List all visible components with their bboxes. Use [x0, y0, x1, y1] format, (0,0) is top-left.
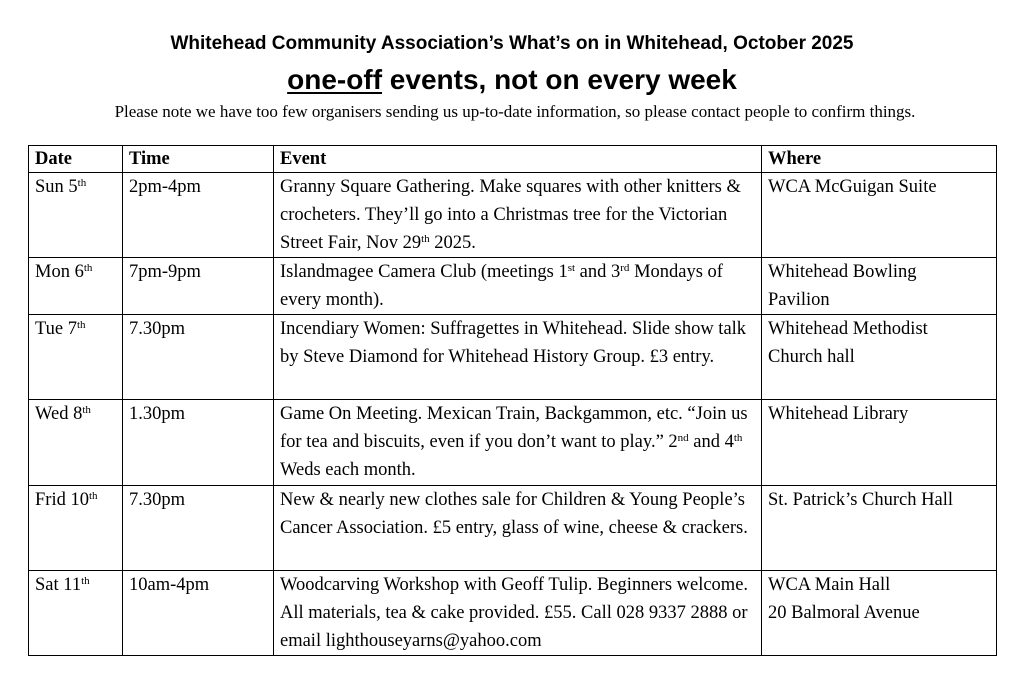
- event-cell: Granny Square Gathering. Make squares with other knitters & crocheters. They’ll go into a Christmas tree for the Victorian Street Fair, Nov 29th 2025.: [274, 173, 762, 258]
- where-cell: WCA Main Hall 20 Balmoral Avenue: [762, 571, 997, 656]
- where-cell: St. Patrick’s Church Hall: [762, 486, 997, 571]
- time-cell: 7pm-9pm: [123, 258, 274, 315]
- time-cell: 2pm-4pm: [123, 173, 274, 258]
- subtitle-emphasis: one-off: [287, 64, 383, 95]
- event-cell: Woodcarving Workshop with Geoff Tulip. Beginners welcome. All materials, tea & cake provided. £55. Call 028 9337 2888 or email lighthouseyarns@yahoo.com: [274, 571, 762, 656]
- column-header-event: Event: [274, 146, 762, 173]
- subtitle-rest: events, not on every week: [382, 64, 737, 95]
- table-row: [29, 315, 997, 400]
- date-cell: Sun 5th: [29, 173, 123, 258]
- event-cell: Game On Meeting. Mexican Train, Backgammon, etc. “Join us for tea and biscuits, even if you don’t want to play.” 2nd and 4th Weds each month.: [274, 400, 762, 486]
- table-row: [29, 258, 997, 315]
- date-cell: Sat 11th: [29, 571, 123, 656]
- column-header-date: Date: [29, 146, 123, 173]
- events-table: [28, 145, 997, 656]
- table-row: [29, 400, 997, 486]
- time-cell: 1.30pm: [123, 400, 274, 486]
- time-cell: 7.30pm: [123, 486, 274, 571]
- disclaimer-note: Please note we have too few organisers sending us up-to-date information, so please contact people to confirm things.: [114, 102, 916, 121]
- where-cell: Whitehead Methodist Church hall: [762, 315, 997, 400]
- date-cell: Mon 6th: [29, 258, 123, 315]
- page-title: Whitehead Community Association’s What’s on in Whitehead, October 2025: [170, 33, 854, 54]
- event-cell: New & nearly new clothes sale for Children & Young People’s Cancer Association. £5 entry, glass of wine, cheese & crackers.: [274, 486, 762, 571]
- time-cell: 10am-4pm: [123, 571, 274, 656]
- event-cell: Islandmagee Camera Club (meetings 1st and 3rd Mondays of every month).: [274, 258, 762, 315]
- date-cell: Wed 8th: [29, 400, 123, 486]
- table-header-row: [29, 146, 997, 173]
- table-row: [29, 571, 997, 656]
- page-subtitle: [0, 63, 1024, 97]
- column-header-where: Where: [762, 146, 997, 173]
- where-cell: Whitehead Library: [762, 400, 997, 486]
- event-cell: Incendiary Women: Suffragettes in Whitehead. Slide show talk by Steve Diamond for Whitehead History Group. £3 entry.: [274, 315, 762, 400]
- where-cell: Whitehead Bowling Pavilion: [762, 258, 997, 315]
- date-cell: Tue 7th: [29, 315, 123, 400]
- where-cell: WCA McGuigan Suite: [762, 173, 997, 258]
- time-cell: 7.30pm: [123, 315, 274, 400]
- date-cell: Frid 10th: [29, 486, 123, 571]
- table-row: [29, 486, 997, 571]
- table-row: [29, 173, 997, 258]
- column-header-time: Time: [123, 146, 274, 173]
